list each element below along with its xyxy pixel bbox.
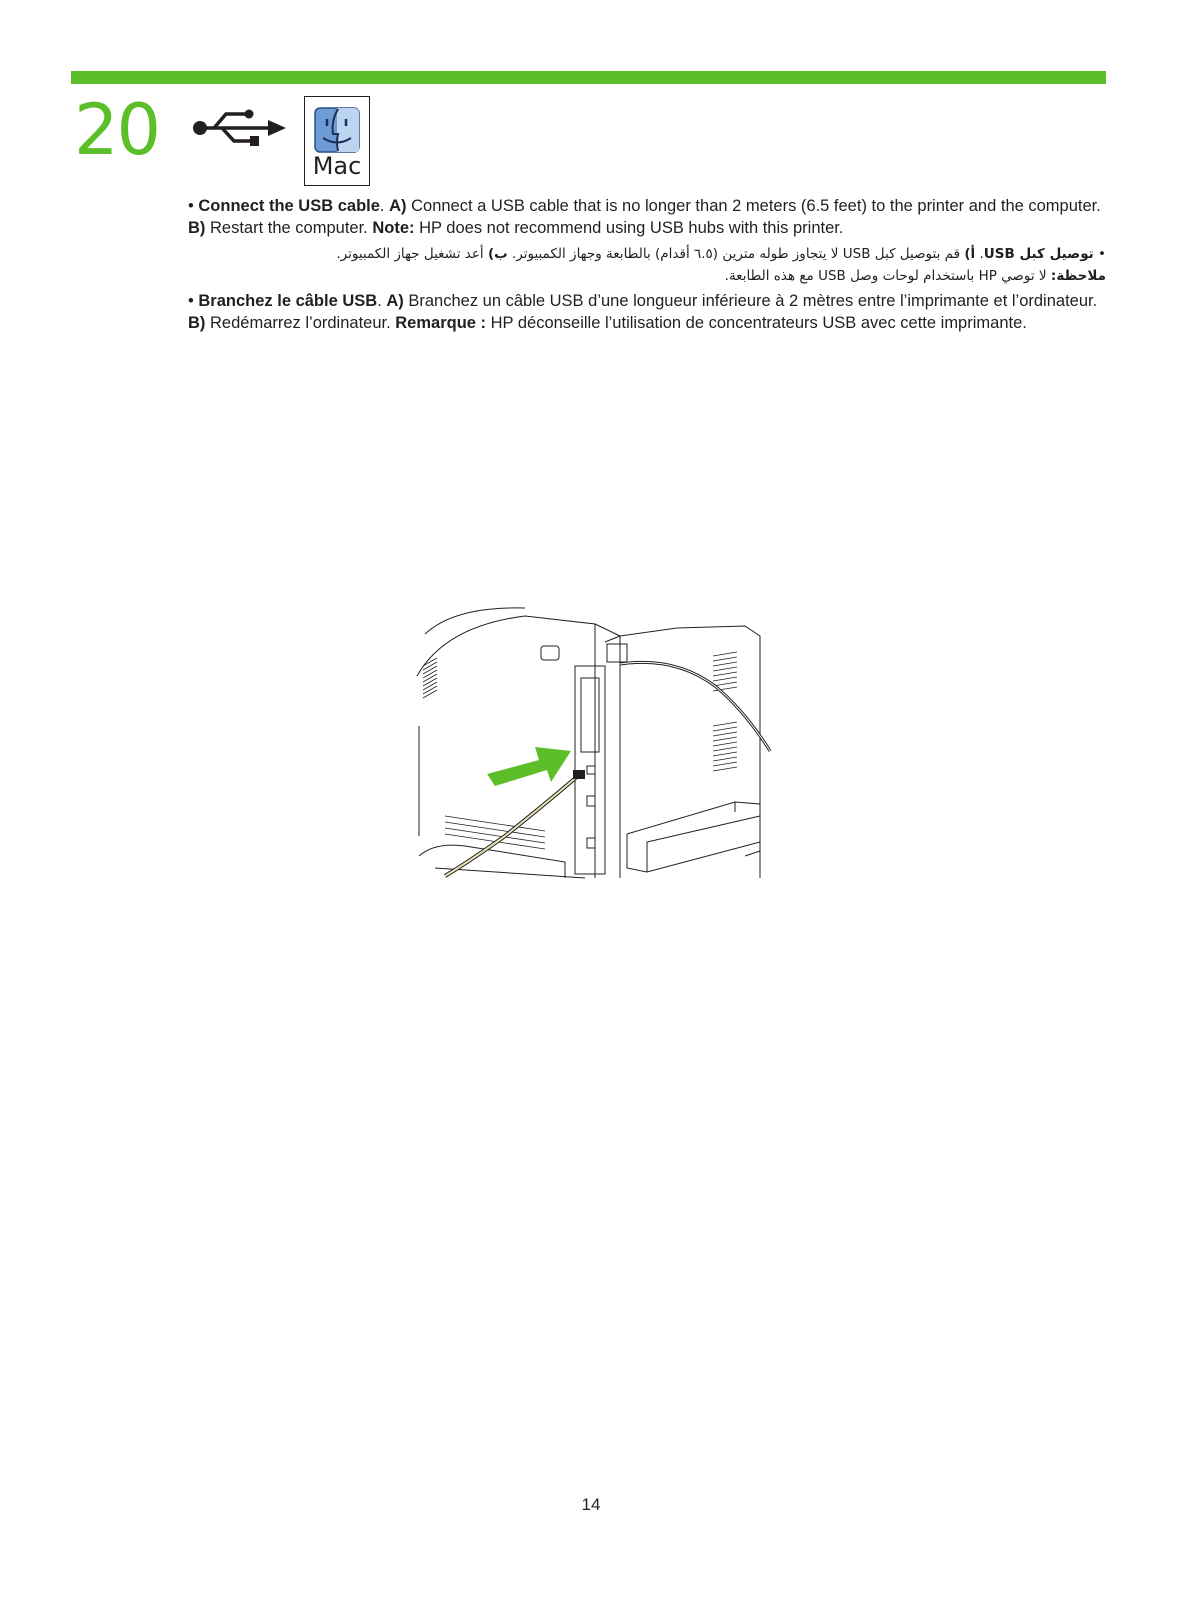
mac-label: Mac bbox=[312, 152, 362, 180]
usb-icon bbox=[190, 108, 286, 148]
arabic-instructions bbox=[188, 243, 1106, 287]
page-number: 14 bbox=[581, 1495, 601, 1514]
note-text: لا توصي HP باستخدام لوحات وصل USB مع هذه الطابعة. bbox=[724, 268, 1051, 284]
section-title: Connect the USB cable bbox=[198, 197, 380, 215]
step-b-text: أعد تشغيل جهاز الكمبيوتر. bbox=[336, 246, 488, 262]
step-a-label: A) bbox=[386, 292, 404, 310]
bullet: • bbox=[188, 292, 199, 310]
mac-badge bbox=[304, 96, 370, 186]
note-label: Note: bbox=[372, 219, 415, 237]
step-a-text: قم بتوصيل كبل USB لا يتجاوز طوله مترين (٦.٥ أقدام) بالطابعة وجهاز الكمبيوتر. bbox=[507, 246, 965, 262]
separator: . bbox=[377, 292, 387, 310]
step-b-label: ب) bbox=[487, 246, 508, 262]
section-title: توصيل كبل USB bbox=[983, 246, 1094, 262]
step-number: 20 bbox=[74, 89, 160, 171]
step-a-text: Connect a USB cable that is no longer than 2 meters (6.5 feet) to the printer and the computer. bbox=[406, 197, 1101, 215]
english-instructions bbox=[188, 195, 1108, 239]
bullet: • bbox=[1093, 246, 1106, 262]
section-title: Branchez le câble USB bbox=[198, 292, 378, 310]
french-instructions bbox=[188, 290, 1108, 334]
step-a-label: A) bbox=[389, 197, 407, 215]
separator: . bbox=[379, 197, 390, 215]
note-label: Remarque : bbox=[395, 314, 487, 332]
step-b-text: Redémarrez l’ordinateur. bbox=[205, 314, 396, 332]
separator: . bbox=[975, 246, 984, 262]
step-a-label: أ) bbox=[964, 246, 976, 262]
step-b-text: Restart the computer. bbox=[205, 219, 373, 237]
step-a-text: Branchez un câble USB d’une longueur inférieure à 2 mètres entre l’imprimante et l’ordinateur. bbox=[403, 292, 1098, 310]
mac-finder-icon bbox=[314, 107, 360, 153]
header-accent-bar bbox=[71, 71, 1106, 84]
bullet: • bbox=[188, 197, 199, 215]
printer-usb-connection-illustration bbox=[415, 606, 785, 881]
step-b-label: B) bbox=[188, 219, 206, 237]
note-text: HP does not recommend using USB hubs with this printer. bbox=[414, 219, 844, 237]
step-b-label: B) bbox=[188, 314, 206, 332]
note-text: HP déconseille l’utilisation de concentrateurs USB avec cette imprimante. bbox=[486, 314, 1027, 332]
note-label: ملاحظة: bbox=[1050, 268, 1106, 284]
